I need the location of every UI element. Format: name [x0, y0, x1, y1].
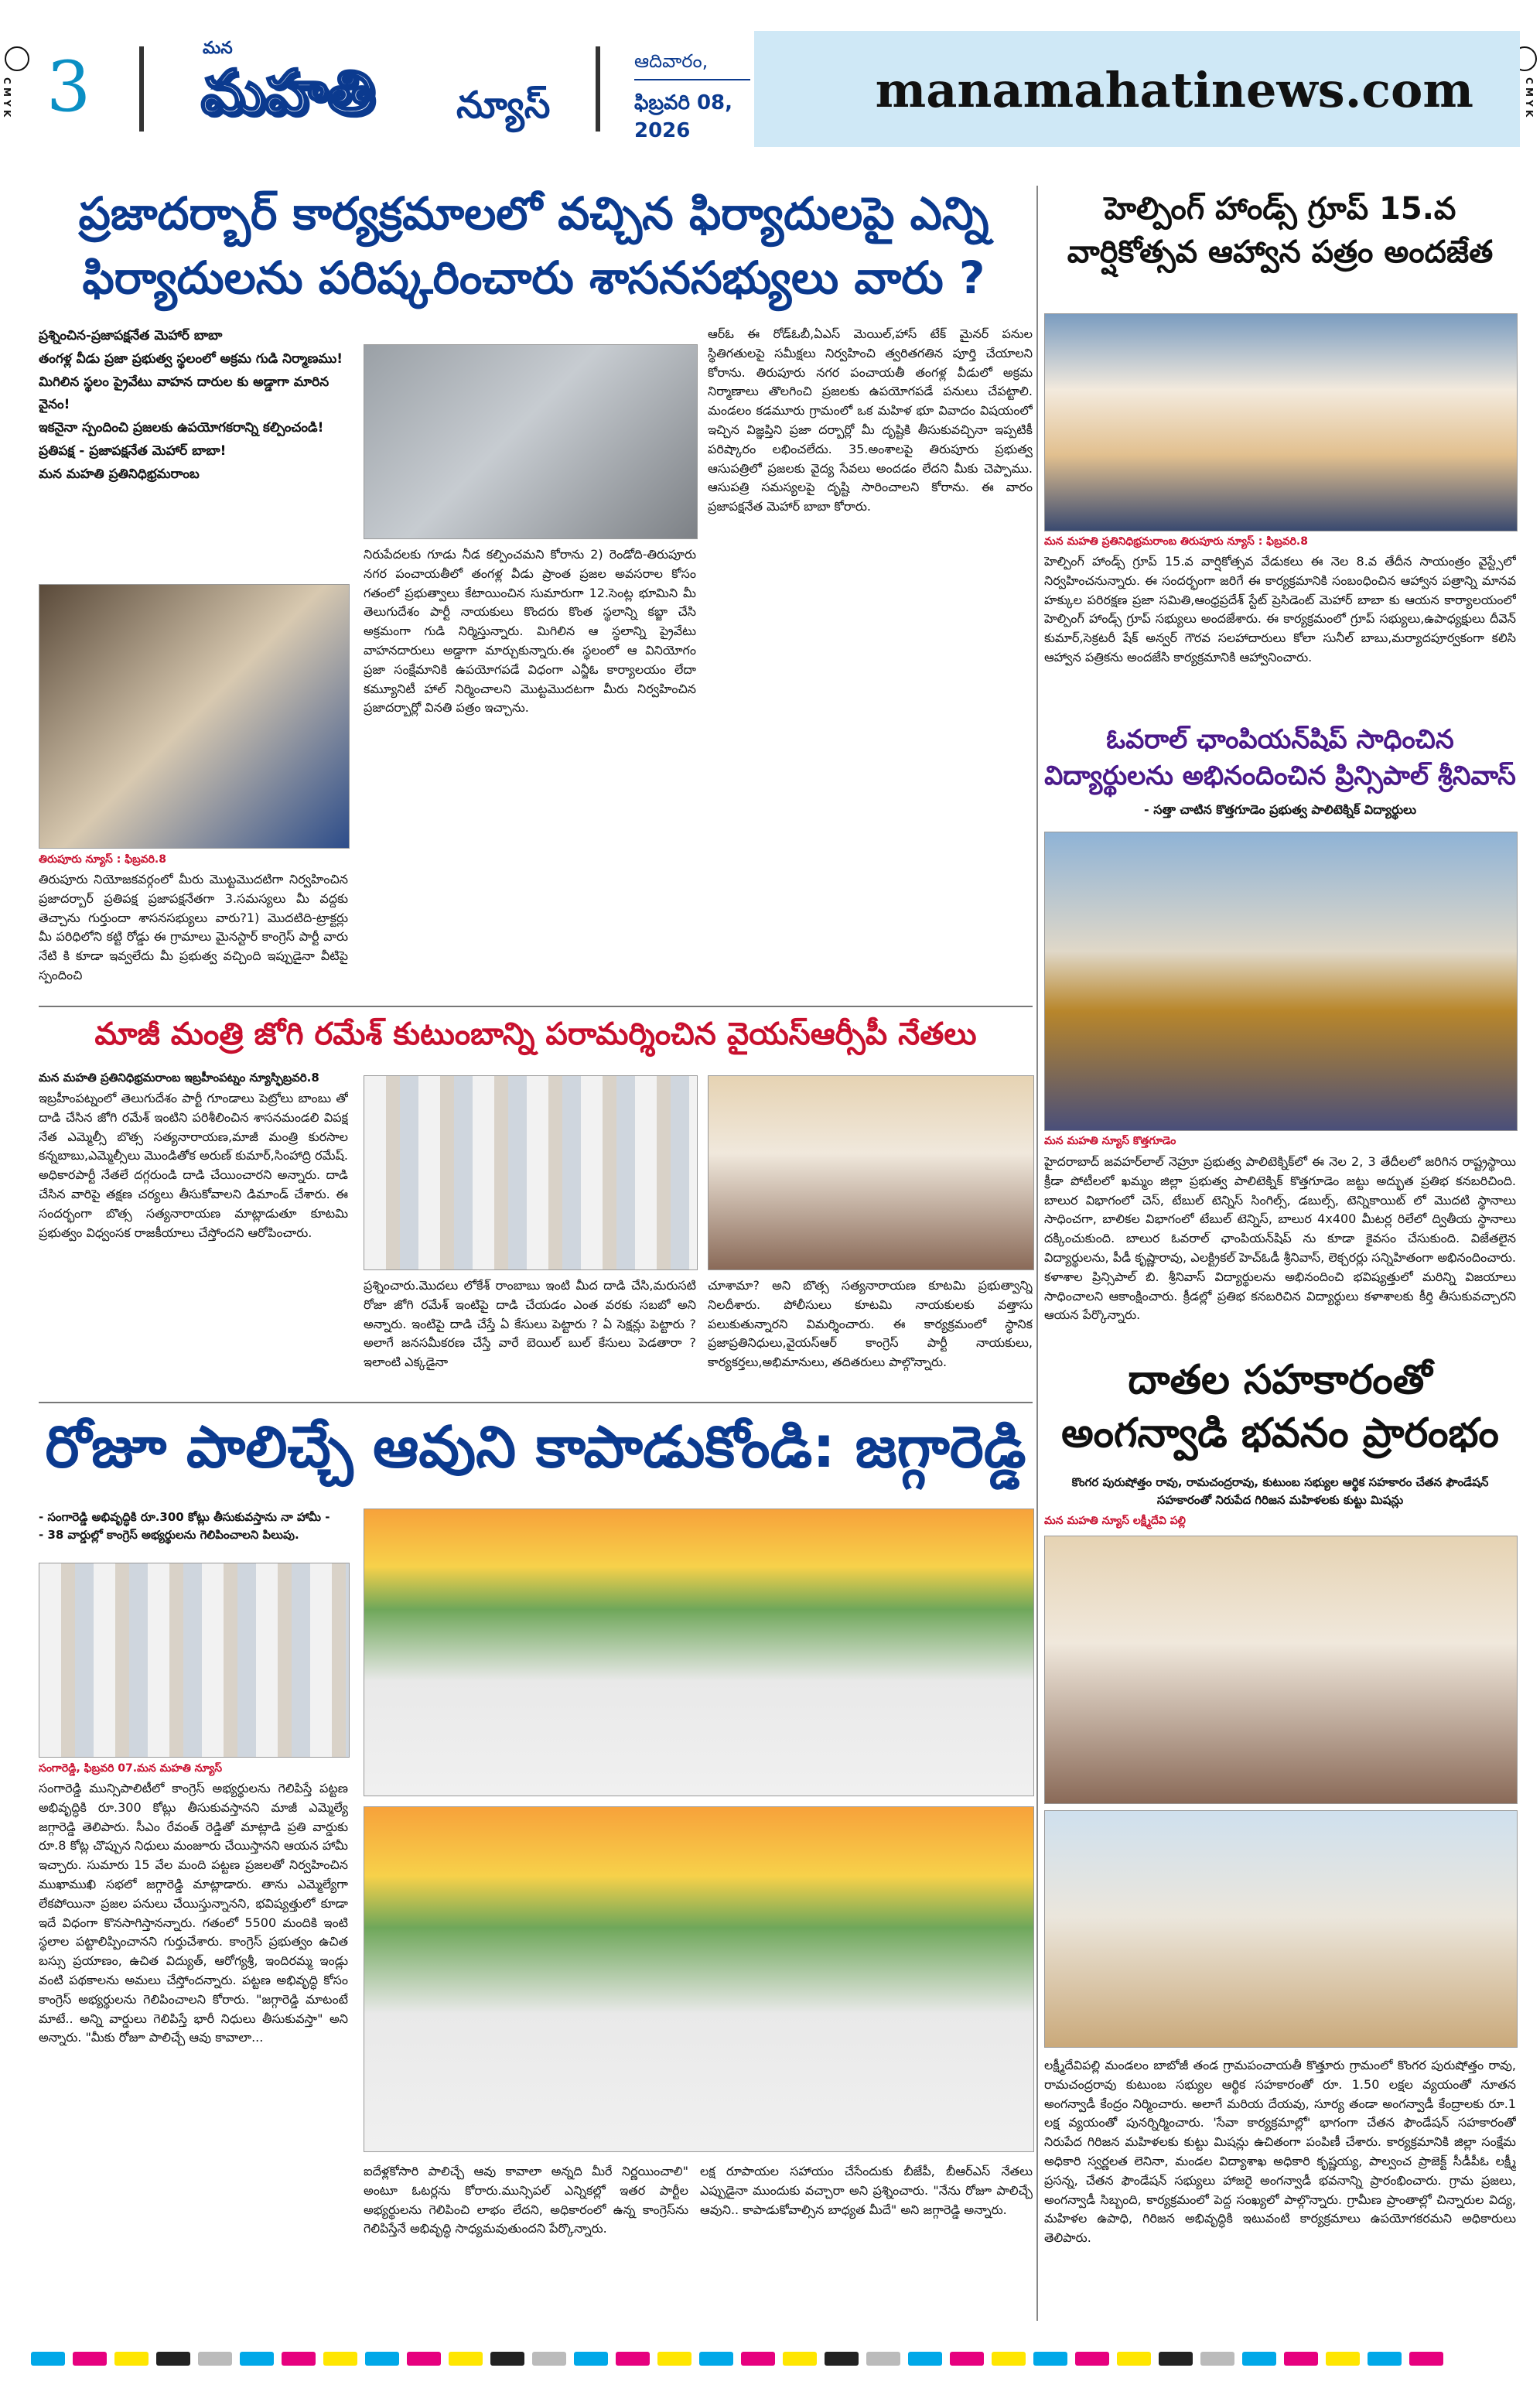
story1-headline-line2: ఫిర్యాదులను పరిష్కరించారు శాసనసభ్యులు వారు ? [82, 251, 985, 304]
logo-main-text: మహతి [201, 57, 375, 128]
story1-headline-line1: ప్రజాదర్బార్ కార్యక్రమాలలో వచ్చిన ఫిర్యాదులపై ఎన్ని [78, 187, 989, 240]
calibration-swatch [741, 2352, 775, 2366]
column-rule [1036, 186, 1038, 2321]
issue-date: ఫిబ్రవరి 08, 2026 [634, 91, 733, 142]
story6-deck: కొంగర పురుషోత్తం రావు, రామచంద్రరావు, కుటుంబ సభ్యుల ఆర్థిక సహకారం చేతన ఫౌండేషన్ సహకారంతో నిరుపేద గిరిజన మహిళలకు కుట్టు మిషన్లు [1071, 1475, 1489, 1508]
calibration-swatch [532, 2352, 566, 2366]
calibration-swatch [1326, 2352, 1360, 2366]
story3-caption: సంగారెడ్డి, ఫిబ్రవరి 07.మన మహతి న్యూస్ [39, 1762, 223, 1775]
story2-body-col2: ప్రశ్నించారు.మొదలు లోకేశ్ రాంబాబు ఇంటి మీద దాడి చేసి,మరుసటి రోజా జోగి రమేశ్ ఇంటిపై దాడి చేయడం ఎంత వరకు సబబో అని అన్నారు. ఇంటిపై దాడి చేస్తే ఏ కేసులు పెట్టారు ? ఏ సెక్షన్లు పెట్టారు ? అలాగే జనసమీకరణ చేస్తే వారే బెయిల్ బుల్ కేసులు పెడతారా ? ఇలాంటి ఎక్కడైనా [364, 1278, 696, 1370]
calibration-swatch [490, 2352, 524, 2366]
calibration-swatch [1075, 2352, 1109, 2366]
story5-headline-line1: ఓవరాల్ ఛాంపియన్‌షిప్ సాధించిన [1106, 724, 1454, 755]
story2-body-col1: ఇబ్రహీంపట్నంలో తెలుగుదేశం పార్టీ గూండాలు పెట్రోలు బాంబు తో దాడి చేసిన జోగి రమేశ్ ఇంటిని పరిశీలించిన శాసనమండలి విపక్ష నేత ఎమ్మెల్సీ బొత్స సత్యనారాయణ,మాజీ మంత్రి కురసాల కన్నబాబు,ఎమ్మెల్సీలు మొండితోక అరుణ్ కుమార్,సింహాద్రి రమేష్. అధికారపార్టీ నేతలే దగ్గరుండి దాడి చేయించారని అన్నారు. దాడి చేసిన వారిపై తక్షణ చర్యలు తీసుకోవాలని డిమాండ్ చేశారు. ఈ సందర్భంగా బొత్స సత్యనారాయణ మాట్లాడుతూ కూటమి ప్రభుత్వం విధ్వంసక రాజకీయాలు చేస్తోందని ఆరోపించారు. [39, 1091, 348, 1240]
story1-caption: తిరుపూరు న్యూస్ : ఫిబ్రవరి.8 [39, 853, 166, 866]
calibration-swatch [1200, 2352, 1234, 2366]
masthead-divider [139, 46, 144, 132]
date-rule [634, 79, 750, 80]
calibration-swatch [574, 2352, 608, 2366]
calibration-swatch [616, 2352, 650, 2366]
calibration-swatch [407, 2352, 441, 2366]
calibration-swatch [156, 2352, 190, 2366]
trophy-photo [1044, 832, 1518, 1131]
story2-dateline: మన మహతి ప్రతినిధిభ్రమరాంబ ఇబ్రహీంపట్నం న్యూస్ఫిబ్రవరి.8 [39, 1071, 319, 1085]
story3-headline: రోజూ పాలిచ్చే ఆవుని కాపాడుకోండి: జగ్గారెడ్డి [45, 1414, 1026, 1481]
speaker-photo [39, 1563, 350, 1758]
calibration-swatch [114, 2352, 149, 2366]
tailoring-distribution-photo [1044, 1536, 1518, 1804]
calibration-swatch [365, 2352, 399, 2366]
calibration-swatch [198, 2352, 232, 2366]
calibration-swatch [657, 2352, 691, 2366]
website-url[interactable]: manamahatinews.com [875, 62, 1473, 118]
newspaper-logo [193, 39, 580, 139]
cmyk-label-right: C M Y K [1524, 77, 1535, 118]
logo-small-text: మన [203, 39, 233, 58]
story5-headline-line2: విద్యార్థులను అభినందించిన ప్రిన్సిపాల్ శ్రీనివాస్ [1044, 760, 1516, 791]
calibration-swatch [1159, 2352, 1193, 2366]
cmyk-label-left: C M Y K [2, 77, 12, 118]
anganwadi-inauguration-photo [1044, 1810, 1518, 2048]
calibration-swatch [1242, 2352, 1276, 2366]
calibration-swatch [908, 2352, 942, 2366]
calibration-swatch [73, 2352, 107, 2366]
story4-body: హెల్పింగ్ హాండ్స్ గ్రూప్ 15.వ వార్షికోత్సవ వేడుకలు ఈ నెల 8.వ తేదీన సాయంత్రం వైస్ట్సేలో నిర్వహించనున్నారు. ఈ సందర్భంగా జరిగే ఈ కార్యక్రమానికి సంబంధించిన ఆహ్వాన పత్రాన్ని మానవ హక్కుల పరిరక్షణ ప్రజా సమితి,ఆంధ్రప్రదేశ్ స్టేట్ ప్రెసిడెంట్ మెహార్ బాబా కు ఆయన కార్యాలయంలో హెల్పింగ్ హాండ్స్ గ్రూప్ సభ్యులు అందజేశారు. ఈ కార్యక్రమంలో గ్రూప్ సభ్యులు,ఉపాధ్యక్షులు దీవెన్ కుమార్,సెక్రటరీ షేక్ అన్వర్ గౌరవ సలహాదారులు కోలా సునీల్ బాబు,మర్యాదపూర్వకంగా కలిసి ఆహ్వాన పత్రికను అందజేసి కార్యక్రమానికి ఆహ్వానించారు. [1044, 554, 1516, 665]
calibration-swatch [992, 2352, 1026, 2366]
story1-headline [39, 186, 1029, 306]
story3-body-col1: సంగారెడ్డి మున్సిపాలిటీలో కాంగ్రెస్ అభ్యర్థులను గెలిపిస్తే పట్టణ అభివృద్ధికి రూ.300 కోట్లు తీసుకువస్తానని మాజీ ఎమ్మెల్యే జగ్గారెడ్డి తెలిపారు. సీఎం రేవంత్ రెడ్డితో మాట్లాడి ప్రతి వార్డుకు రూ.8 కోట్ల చొప్పున నిధులు మంజూరు చేయిస్తానని ఆయన హామీ ఇచ్చారు. సుమారు 15 వేల మంది పట్టణ ప్రజలతో నిర్వహించిన ముఖాముఖి సభలో జగ్గారెడ్డి మాట్లాడారు. తాను ఎమ్మెల్యేగా లేకపోయినా ప్రజల పనులు చేయిస్తున్నానని, భవిష్యత్తులో కూడా ఇదే విధంగా కొనసాగిస్తానన్నారు. గతంలో 5500 మందికి ఇంటి స్థలాల పట్టాలిప్పించానని గుర్తుచేశారు. కాంగ్రెస్ ప్రభుత్వం ఉచిత బస్సు ప్రయాణం, ఉచిత విద్యుత్, ఆరోగ్యశ్రీ, ఇందిరమ్మ ఇండ్లు వంటి పథకాలను అమలు చేస్తోందన్నారు. పట్టణ అభివృద్ధి కోసం కాంగ్రెస్ అభ్యర్థులను గెలిపించాలని కోరారు. "జగ్గారెడ్డి మాటంటే మాటే.. అన్ని వార్డులు గెలిపిస్తే భారీ నిధులు తీసుకువస్తా" అని అన్నారు. "మీకు రోజూ పాలిచ్చే ఆవు కావాలా... [39, 1781, 348, 2045]
calibration-swatch [825, 2352, 859, 2366]
calibration-swatch [1409, 2352, 1443, 2366]
story6-headline-line2: అంగన్వాడి భవనం ప్రారంభం [1061, 1410, 1499, 1457]
story1-body-col1: తిరుపూరు నియోజకవర్గంలో మీరు మొట్టమొదటిగా నిర్వహించిన ప్రజాదర్బార్ ప్రతిపక్ష ప్రజాపక్షనేతగా 3.సమస్యలు మీ వద్దకు తెచ్చాను గుర్తుందా శాసనసభ్యులు వారు?1) మొదటిది-ట్రాక్టర్లు మీ పరిధిలోని కట్టి రోడ్డు ఈ గ్రామాలు మైనస్టార్ కాంగ్రెస్ పార్టీ వారు నేటి కి కూడా ఇవ్వలేదు మీ ప్రభుత్వ వచ్చింది ఇప్పుడైనా వీటిపై స్పందించి [39, 872, 348, 982]
story1-deck: ప్రశ్నించిన-ప్రజాపక్షనేత మెహార్ బాబా తంగళ్ల వీడు ప్రజా ప్రభుత్వ స్థలంలో అక్రమ గుడి నిర్మాణము! మిగిలిన స్థలం ప్రైవేటు వాహన దారుల కు అడ్డాగా మారిన వైనం! ఇకనైనా స్పందించి ప్రజలకు ఉపయోగకరాన్ని కల్పించండి! ప్రతిపక్ష - ప్రజాపక్షనేత మెహార్ బాబా! మన మహతి ప్రతినిధిభ్రమరాంబ [39, 328, 343, 482]
calibration-swatch [1033, 2352, 1067, 2366]
story3-body-col3: లక్ష రూపాయల సహాయం చేసేందుకు బీజేపీ, బీఆర్ఎస్ నేతలు ఎప్పుడైనా ముందుకు వచ్చారా అని ప్రశ్నించారు. "నేను రోజూ పాలిచ్చే ఆవుని.. కాపాడుకోవాల్సిన బాధ్యత మీదే" అని జగ్గారెడ్డి అన్నారు. [700, 2164, 1033, 2217]
leader-portrait-photo [39, 584, 350, 849]
press-meet-photo [364, 1075, 698, 1270]
color-calibration-bars [31, 2352, 1508, 2369]
story4-headline-line1: హెల్పింగ్ హాండ్స్ గ్రూప్ 15.వ [1104, 191, 1456, 227]
story6-headline [1044, 1355, 1516, 1459]
story4-caption: మన మహతి ప్రతినిధిభ్రమరాంబ తిరుపూరు న్యూస్ : ఫిబ్రవరి.8 [1044, 535, 1308, 548]
calibration-swatch [449, 2352, 483, 2366]
masthead [15, 31, 758, 147]
story5-body: హైదరాబాద్ జవహర్‌లాల్ నెహ్రూ ప్రభుత్వ పాలిటెక్నిక్‌లో ఈ నెల 2, 3 తేదీలలో జరిగిన రాష్ట్రస్థాయి క్రీడా పోటీలలో ఖమ్మం జిల్లా ప్రభుత్వ పాలిటెక్నిక్ కొత్తగూడెం జట్టు అద్భుత ప్రతిభ కనబరిచింది. బాలుర విభాగంలో చెస్, టేబుల్ టెన్నిస్ సింగిల్స్, డబుల్స్, టెన్నికాయిట్ లో మొదటి స్థానాలు సాధించగా, బాలికల విభాగంలో టేబుల్ టెన్నిస్, బాలుర 4x400 మీటర్ల రిలేలో ద్వితీయ స్థానాలు దక్కించుకుంది. బాలుర ఓవరాల్ ఛాంపియన్‌షిప్ ను కూడా కైవసం చేసుకుంది. విజేతలైన విద్యార్థులను, పీడీ కృష్ణారావు, ఎలక్ట్రికల్ హెచ్‌ఓడీ శ్రీనివాస్, లెక్చరర్లు సన్నిహితంగా అభినందించారు. కళాశాల ప్రిన్సిపాల్ బి. శ్రీనివాస్ విద్యార్థులను అభినందించి భవిష్యత్తులో మరిన్ని విజయాలు సాధించాలని ఆకాంక్షించారు. క్రీడల్లో ప్రతిభ కనబరిచిన విద్యార్థులు కళాశాలకు కీర్తి తీసుకువచ్చారని ఆయన పేర్కొన్నారు. [1044, 1154, 1516, 1323]
stage-speech-photo [364, 1806, 1034, 2152]
story3-body-col2: ఐదేళ్లకోసారి పాలిచ్చే ఆవు కావాలా అన్నది మీరే నిర్ణయించాలి" అంటూ ఓటర్లను కోరారు.మున్సిపల్ ఎన్నికల్లో ఇతర పార్టీల అభ్యర్థులను గెలిపించి లాభం లేదని, అధికారంలో ఉన్న కాంగ్రెస్‌ను గెలిపిస్తేనే అభివృద్ధి సాధ్యమవుతుందని పేర్కొన్నారు. [364, 2164, 688, 2236]
story3-deck: - సంగారెడ్డి అభివృద్ధికి రూ.300 కోట్లు తీసుకువస్తాను నా హామీ - - 38 వార్డుల్లో కాంగ్రెస్ అభ్యర్థులను గెలిపించాలని పిలుపు. [39, 1510, 330, 1543]
house-damage-photo [708, 1075, 1034, 1270]
story1-separator [39, 1006, 1033, 1007]
masthead-divider [596, 46, 600, 132]
calibration-swatch [950, 2352, 984, 2366]
story5-caption: మన మహతి న్యూస్ కొత్తగూడెం [1044, 1135, 1176, 1147]
story4-headline [1044, 190, 1516, 272]
calibration-swatch [323, 2352, 357, 2366]
trucks-photo [364, 344, 698, 539]
story6-caption: మన మహతి న్యూస్ లక్ష్మీదేవి పల్లి [1044, 1515, 1186, 1527]
story1-body-col2: నిరుపేదలకు గూడు నీడ కల్పించమని కోరాను 2) రెండోది-తిరుపూరు నగర పంచాయతీలో తంగళ్ల వీడు ప్రాంత ప్రజల అవసరాల కోసం గతంలో ప్రభుత్వాలు కేటాయించిన సుమారుగా 12.సెంట్ల భూమిని మీ తెలుగుదేశం పార్టీ నాయకులు కొందరు కొంత స్థలాన్ని కబ్జా చేసి అక్రమంగా గుడి నిర్మిస్తున్నారు. మిగిలిన ఆ స్థలాన్ని ప్రైవేటు వాహనదారులు అడ్డాగా మార్చుకున్నారు.ఈ స్థలంలో ఆ వినియోగం ప్రజా సంక్షేమానికి ఉపయోగపడే విధంగా ఎన్జీఓ కార్యాలయం లేదా కమ్యూనిటీ హాల్ నిర్మించాలని మొట్టమొదటగా మీరు నిర్వహించిన ప్రజాదర్బార్లో వినతి పత్రం ఇచ్చాను. [364, 547, 696, 716]
calibration-swatch [240, 2352, 274, 2366]
story5-headline [1044, 723, 1516, 792]
logo-news-text: న్యూస్ [456, 84, 551, 127]
stage-rally-photo [364, 1509, 1034, 1796]
story6-body: లక్ష్మీదేవిపల్లి మండలం బాబోజీ తండ గ్రామపంచాయతీ కొత్తూరు గ్రామంలో కొంగర పురుషోత్తం రావు, రామచంద్రరావు కుటుంబ సభ్యుల ఆర్థిక సహకారంతో రూ. 1.50 లక్షల వ్యయంతో నూతన అంగన్వాడీ కేంద్రం నిర్మించారు. అలాగే మరియ దేయవు, సూర్య తండా అంగన్వాడీ కేంద్రాలకు రూ.1 లక్ష వ్యయంతో పునర్నిర్మించారు. 'సేవా కార్యక్రమాల్లో' భాగంగా చేతన ఫౌండేషన్ సహకారంతో నిరుపేద గిరిజన మహిళలకు కుట్టు మిషన్లు ఉచితంగా పంపిణీ చేశారు. కార్యక్రమానికి జిల్లా సంక్షేమ అధికారి స్వర్ణలత లెనినా, మండల విద్యాశాఖ అధికారి కృష్ణయ్య, పాల్వంచ ప్రాజెక్ట్ సీడీపీఓ లక్ష్మీ ప్రసన్న, చేతన ఫౌండేషన్ సభ్యులు హాజరై అంగన్వాడీ భవనాన్ని ప్రారంభించారు. గ్రామ ప్రజలు, అంగన్వాడీ సిబ్బంది, కార్యక్రమంలో పెద్ద సంఖ్యలో పాల్గొన్నారు. గ్రామీణ ప్రాంతాల్లో చిన్నారుల విద్య, మహిళల ఉపాధి, గిరిజన అభివృద్ధికి ఇటువంటి కార్యక్రమాలు ఉపయోగకరమని అధికారులు తెలిపారు. [1044, 2058, 1516, 2246]
story2-separator [39, 1402, 1033, 1403]
story5-deck: - సత్తా చాటిన కొత్తగూడెం ప్రభుత్వ పాలిటెక్నిక్ విద్యార్థులు [1144, 802, 1416, 817]
calibration-swatch [783, 2352, 817, 2366]
calibration-swatch [31, 2352, 65, 2366]
page-number: 3 [46, 46, 91, 128]
story2-body-col3: చూశామా? అని బొత్స సత్యనారాయణ కూటమి ప్రభుత్వాన్ని నిలదీశారు. పోలీసులు కూటమి నాయకులకు వత్తాసు పలుకుతున్నారని విమర్శించారు. ఈ కార్యక్రమంలో స్థానిక ప్రజాప్రతినిధులు,వైయస్ఆర్ కాంగ్రెస్ పార్టీ నాయకులు, కార్యకర్తలు,అభిమానులు, తదితరులు పాల్గొన్నారు. [708, 1278, 1033, 1370]
story1-body-col3: ఆర్ఓ ఈ రోడ్ఓబీ,ఏఎస్ మెయిల్,హాస్ టేక్ మైనర్ పనుల స్థితిగతులపై సమీక్షలు నిర్వహించి త్వరితగతిన పూర్తి చేయాలని కోరాను. తిరుపూరు నగర పంచాయతీ తంగళ్ల వీడులో అక్రమ నిర్మాణాలు తొలగించి ప్రజలకు ఉపయోగపడే పనులు చేపట్టాలి. మండలం కడమూరు గ్రామంలో ఒక మహిళ భూ వివాదం విషయంలో ఇచ్చిన విజ్ఞప్తిని ప్రజా దర్బార్లో మీ దృష్టికి తీసుకువచ్చినా ఇప్పటికీ పరిష్కారం లభించలేదు. 35.అంశాలపై తిరుపూరు ప్రభుత్వ ఆసుపత్రిలో ప్రజలకు వైద్య సేవలు అందడం లేదని మీకు చెప్పాము. ఆసుపత్రి సమస్యలపై దృష్టి సారించాలని కోరాను. ఈ వారం ప్రజాపక్షనేత మెహార్ బాబా కోరారు. [708, 326, 1033, 514]
calibration-swatch [1117, 2352, 1151, 2366]
calibration-swatch [1284, 2352, 1318, 2366]
website-band [754, 31, 1520, 147]
invitation-group-photo [1044, 313, 1518, 531]
calibration-swatch [866, 2352, 900, 2366]
calibration-swatch [699, 2352, 733, 2366]
story6-headline-line1: దాతల సహకారంతో [1128, 1357, 1432, 1403]
story4-headline-line2: వార్షికోత్సవ ఆహ్వాన పత్రం అందజేత [1067, 234, 1494, 270]
issue-day: ఆదివారం, [634, 50, 709, 72]
story2-headline: మాజీ మంత్రి జోగి రమేశ్ కుటుంబాన్ని పరామర్శించిన వైయస్ఆర్సీపీ నేతలు [94, 1017, 977, 1052]
calibration-swatch [282, 2352, 316, 2366]
calibration-swatch [1368, 2352, 1402, 2366]
